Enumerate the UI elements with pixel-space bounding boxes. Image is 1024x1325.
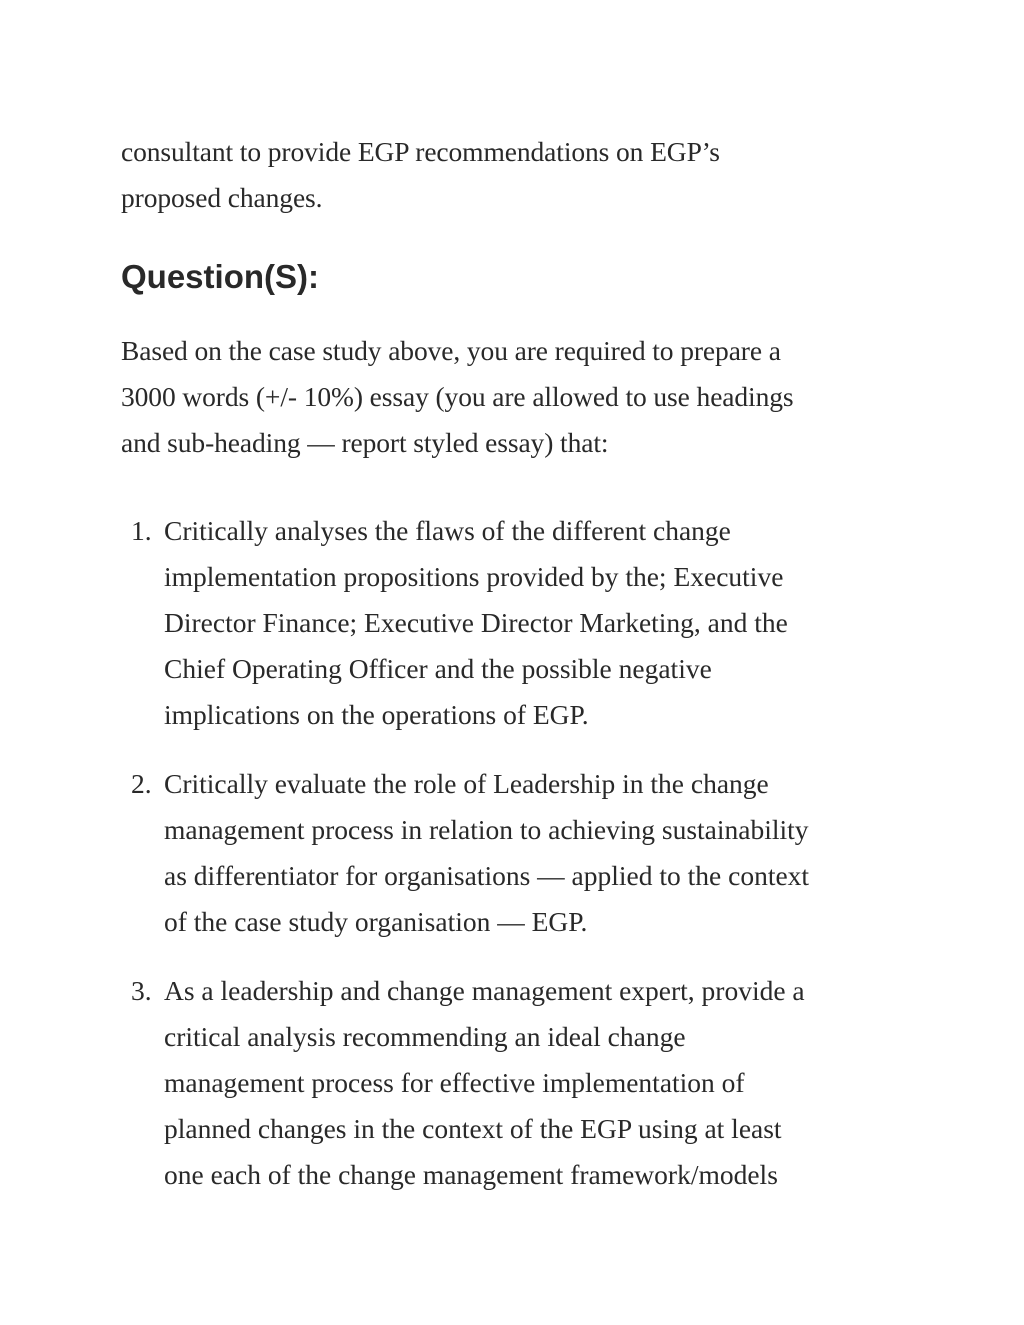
- question-list: [121, 508, 911, 1198]
- question-text: [164, 761, 911, 945]
- question-line: planned changes in the context of the EGP using at least: [164, 1113, 782, 1144]
- question-text: [164, 968, 911, 1198]
- section-heading: Question(S):: [121, 258, 319, 295]
- question-line: As a leadership and change management expert, provide a: [164, 975, 805, 1006]
- instruction-line: and sub-heading — report styled essay) that:: [121, 427, 609, 458]
- instruction-line: Based on the case study above, you are required to prepare a: [121, 335, 781, 366]
- question-text: [164, 508, 911, 738]
- instruction-line: 3000 words (+/- 10%) essay (you are allowed to use headings: [121, 381, 794, 412]
- question-line: one each of the change management framework/models: [164, 1159, 778, 1190]
- intro-line: proposed changes.: [121, 182, 323, 213]
- question-line: implications on the operations of EGP.: [164, 699, 589, 730]
- intro-line: consultant to provide EGP recommendations on EGP’s: [121, 136, 720, 167]
- instruction-paragraph: [121, 328, 911, 466]
- question-number: 1.: [131, 515, 152, 546]
- question-line: of the case study organisation — EGP.: [164, 906, 588, 937]
- question-line: Chief Operating Officer and the possible negative: [164, 653, 712, 684]
- question-line: as differentiator for organisations — applied to the context: [164, 860, 810, 891]
- question-number: 3.: [131, 975, 152, 1006]
- question-line: management process in relation to achieving sustainability: [164, 814, 809, 845]
- question-line: implementation propositions provided by the; Executive: [164, 561, 784, 592]
- question-number: 2.: [131, 768, 152, 799]
- question-line: Critically analyses the flaws of the different change: [164, 515, 731, 546]
- document-page: [121, 129, 911, 1221]
- question-line: critical analysis recommending an ideal change: [164, 1021, 686, 1052]
- question-item: [121, 508, 911, 738]
- question-line: Critically evaluate the role of Leadership in the change: [164, 768, 769, 799]
- question-line: Director Finance; Executive Director Marketing, and the: [164, 607, 788, 638]
- question-item: [121, 968, 911, 1198]
- question-item: [121, 761, 911, 945]
- intro-paragraph: [121, 129, 911, 221]
- question-line: management process for effective implementation of: [164, 1067, 745, 1098]
